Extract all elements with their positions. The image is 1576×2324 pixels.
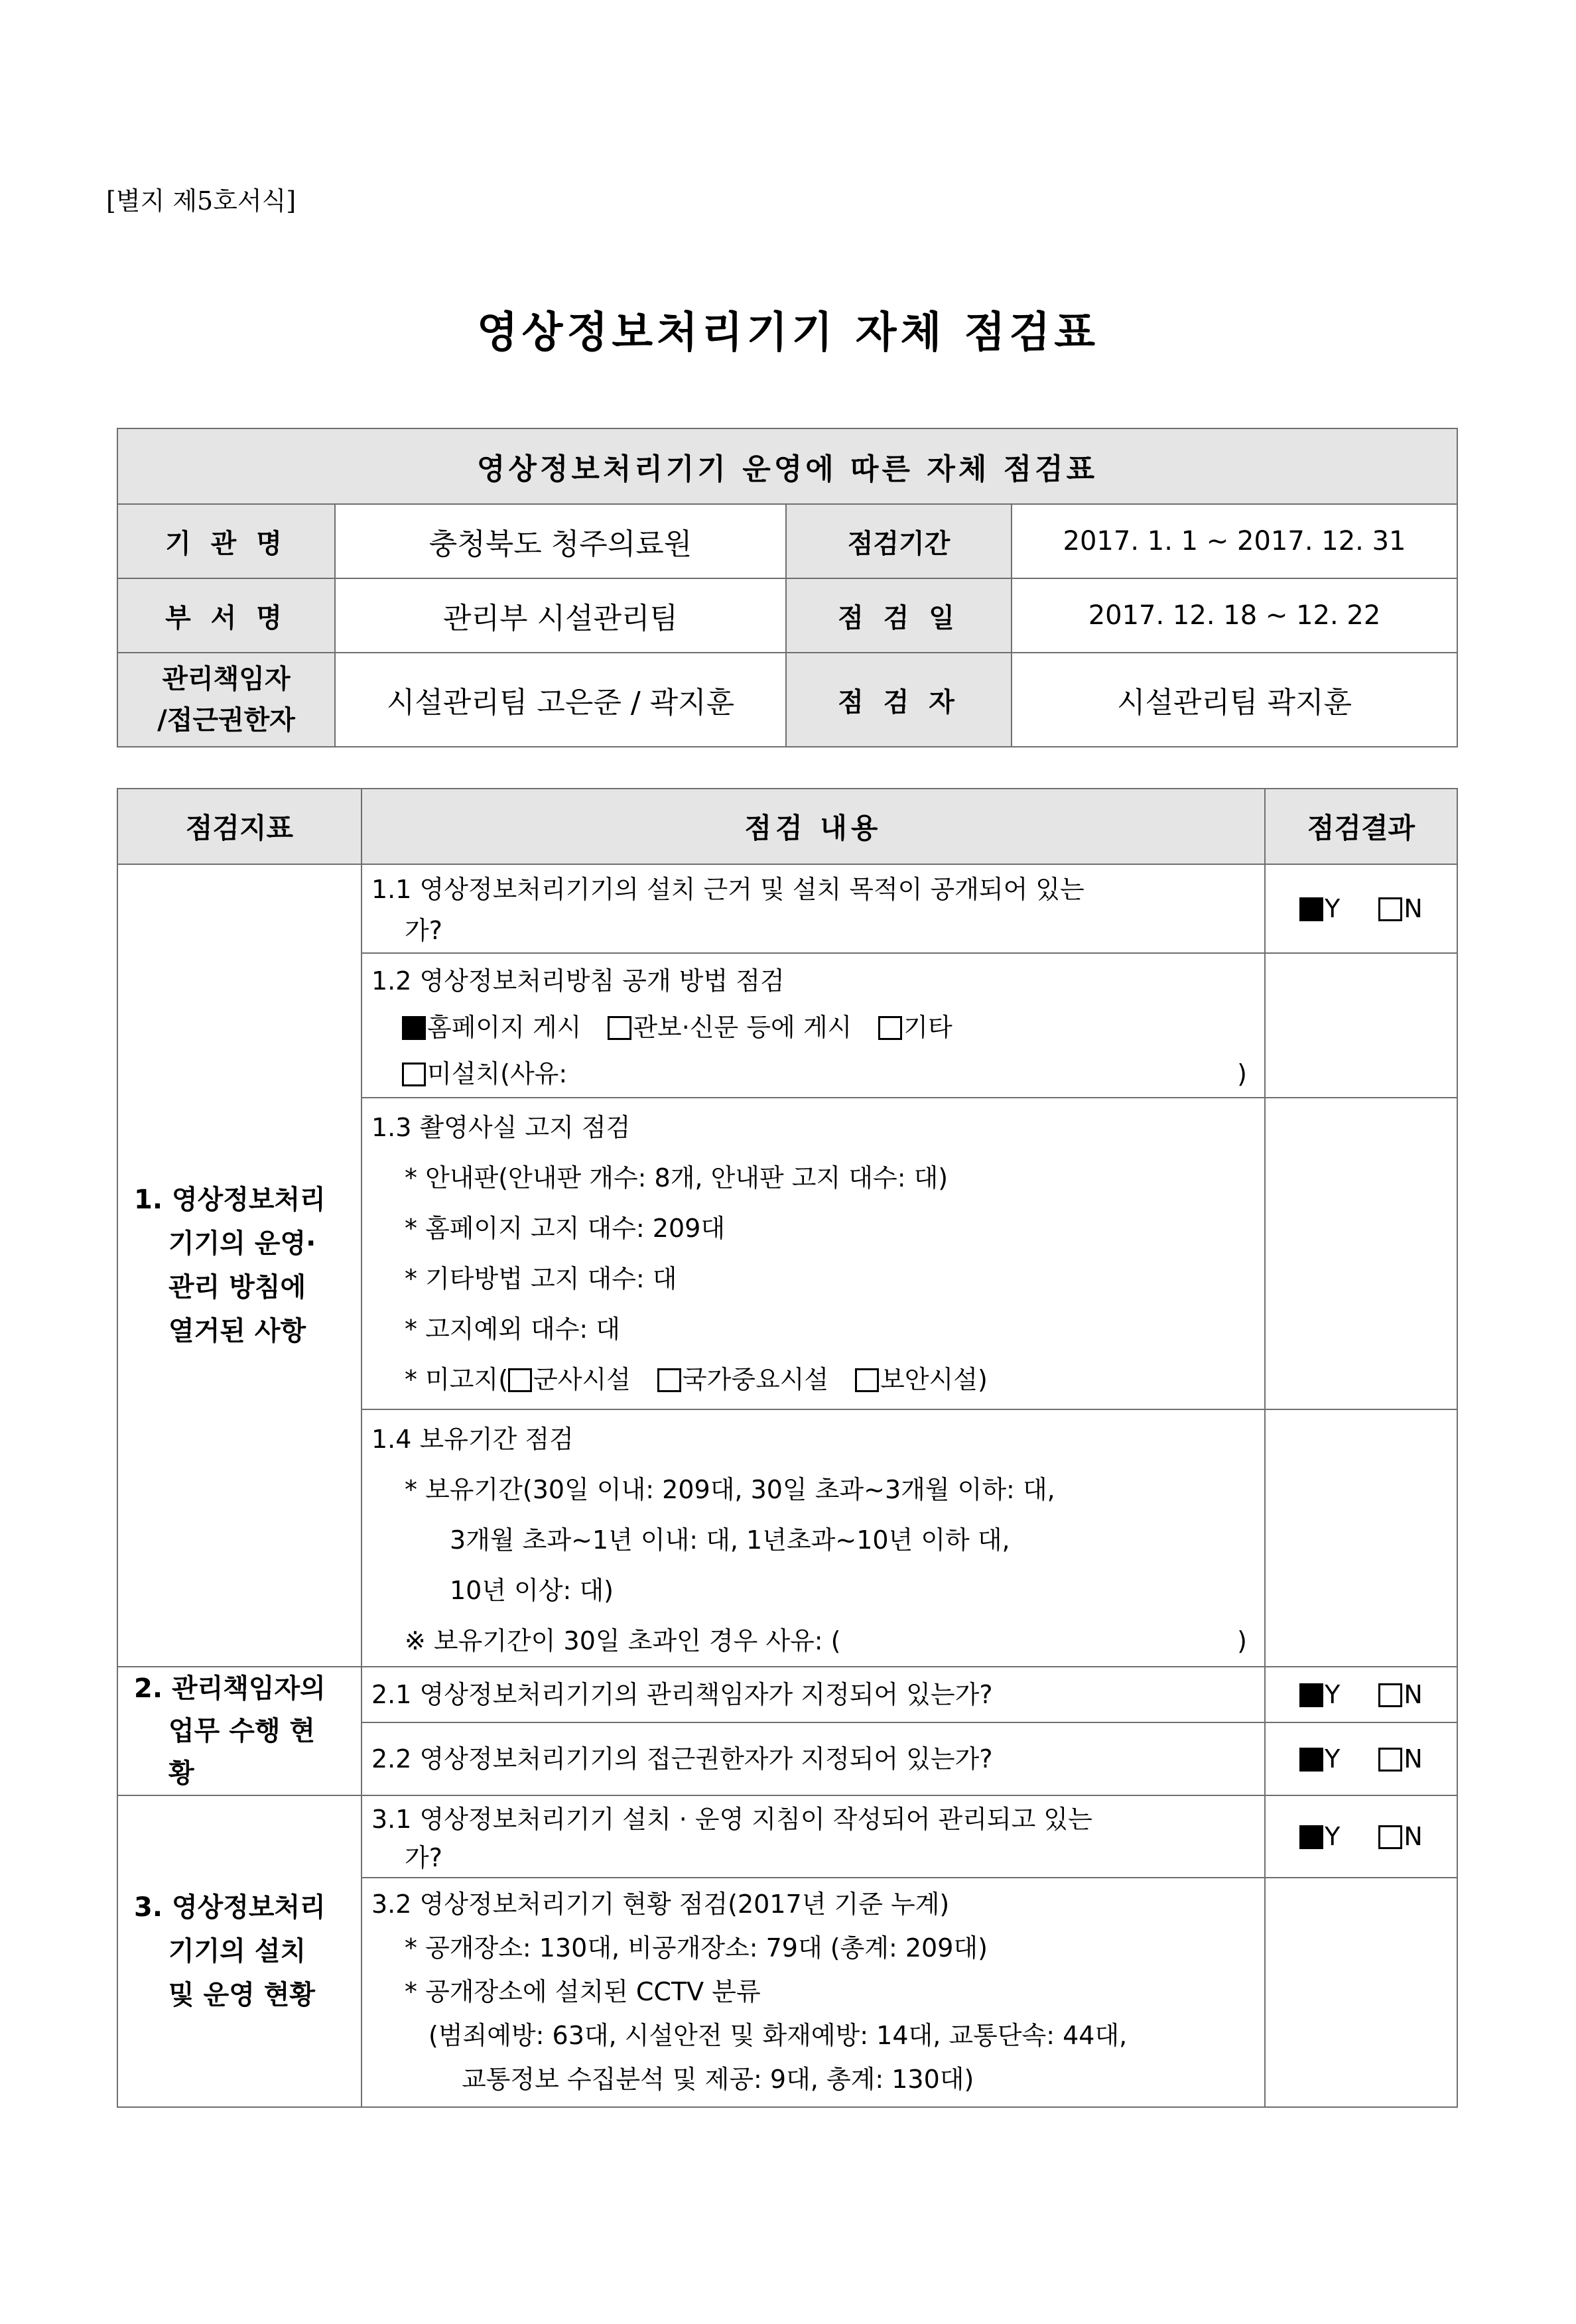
yes-checkbox-checked[interactable] (1299, 897, 1323, 921)
item-1-4-line1: 1.4 보유기간 점검 (371, 1425, 574, 1454)
opt-other-label: 기타 (903, 1013, 952, 1042)
item-1-1-line1: 1.1 영상정보처리기기의 설치 근거 및 설치 목적이 공개되어 있는 (371, 875, 1084, 904)
info-table-heading: 영상정보처리기기 운영에 따른 자체 점검표 (117, 428, 1457, 504)
no-checkbox[interactable] (1378, 1748, 1402, 1772)
item-1-4-line3: 3개월 초과~1년 이내: 대, 1년초과~10년 이하 대, (450, 1525, 1010, 1555)
period-label: 점검기간 (786, 504, 1012, 578)
yes-label: Y (1325, 1679, 1341, 1709)
period-value: 2017. 1. 1 ~ 2017. 12. 31 (1012, 504, 1457, 578)
col-result-header: 점검결과 (1265, 789, 1457, 864)
item-3-2-line4: (범죄예방: 63대, 시설안전 및 화재예방: 14대, 교통단속: 44대, (428, 2021, 1128, 2050)
item-3-1-line2: 가? (405, 1843, 442, 1872)
closing-paren: ) (1237, 1059, 1247, 1088)
category-2-line3: 황 (168, 1758, 194, 1789)
manager-value: 시설관리팀 고은준 / 곽지훈 (335, 653, 786, 747)
yes-checkbox-checked[interactable] (1299, 1825, 1323, 1849)
other-checkbox[interactable] (878, 1016, 902, 1040)
gazette-checkbox[interactable] (608, 1016, 631, 1040)
category-1-line3: 관리 방침에 (168, 1272, 306, 1303)
item-1-3-result (1265, 1098, 1457, 1409)
category-2-line2: 업무 수행 현 (168, 1716, 316, 1746)
item-2-1: 2.1 영상정보처리기기의 관리책임자가 지정되어 있는가? (361, 1667, 1265, 1722)
item-3-1 (361, 1795, 1265, 1878)
item-2-1-result (1265, 1667, 1457, 1722)
item-1-3-line6 (371, 1354, 1255, 1405)
category-1 (117, 864, 361, 1667)
security-facility-checkbox[interactable] (855, 1368, 879, 1392)
not-installed-checkbox[interactable] (402, 1063, 426, 1086)
category-2 (117, 1667, 361, 1795)
yes-checkbox-checked[interactable] (1299, 1748, 1323, 1772)
yes-checkbox-checked[interactable] (1299, 1683, 1323, 1707)
col-indicator-header: 점검지표 (117, 789, 361, 864)
no-label: N (1404, 894, 1423, 923)
no-label: N (1404, 1822, 1423, 1851)
item-1-4 (361, 1409, 1265, 1667)
item-3-2-result (1265, 1878, 1457, 2107)
no-label: N (1404, 1679, 1423, 1709)
manager-label-line2: /접근권한자 (157, 705, 295, 736)
opt-homepage-label: 홈페이지 게시 (427, 1013, 582, 1042)
manager-label (117, 653, 335, 747)
document-title: 영상정보처리기기 자체 점검표 (476, 308, 1100, 357)
category-1-line1: 1. 영상정보처리 (134, 1185, 326, 1215)
item-3-2-line5: 교통정보 수집분석 및 제공: 9대, 총계: 130대) (462, 2065, 974, 2094)
category-1-line4: 열거된 사항 (168, 1316, 306, 1346)
no-checkbox[interactable] (1378, 897, 1402, 921)
opt-security-label: 보안시설) (880, 1365, 988, 1394)
item-1-4-line5 (371, 1616, 1255, 1666)
dept-value: 관리부 시설관리팀 (335, 578, 786, 653)
category-3-line3: 및 운영 현황 (168, 1980, 316, 2010)
dept-label: 부 서 명 (117, 578, 335, 653)
item-1-3-line2: * 안내판(안내판 개수: 8개, 안내판 고지 대수: 대) (405, 1163, 949, 1193)
item-3-1-result (1265, 1795, 1457, 1878)
item-1-4-result (1265, 1409, 1457, 1667)
item-2-2-result (1265, 1722, 1457, 1795)
item-1-4-line4: 10년 이상: 대) (450, 1576, 614, 1605)
opt-national-label: 국가중요시설 (682, 1365, 829, 1394)
item-1-3-line3: * 홈페이지 고지 대수: 209대 (405, 1214, 726, 1243)
yes-label: Y (1325, 1822, 1341, 1851)
military-checkbox[interactable] (508, 1368, 532, 1392)
opt-not-installed-label: 미설치(사유: (427, 1059, 568, 1088)
opt-gazette-label: 관보·신문 등에 게시 (633, 1013, 852, 1042)
item-1-2-line1: 1.2 영상정보처리방침 공개 방법 점검 (371, 966, 785, 996)
no-label: N (1404, 1744, 1423, 1774)
national-facility-checkbox[interactable] (657, 1368, 681, 1392)
item-1-3-line1: 1.3 촬영사실 고지 점검 (371, 1113, 631, 1142)
no-checkbox[interactable] (1378, 1683, 1402, 1707)
item-3-2 (361, 1878, 1265, 2107)
category-3-line1: 3. 영상정보처리 (134, 1892, 326, 1923)
item-1-2-none-line (371, 1051, 1255, 1097)
item-2-2: 2.2 영상정보처리기기의 접근권한자가 지정되어 있는가? (361, 1722, 1265, 1795)
unnotified-prefix: * 미고지( (405, 1365, 509, 1394)
homepage-checkbox-checked[interactable] (402, 1016, 426, 1040)
item-1-3-line4: * 기타방법 고지 대수: 대 (405, 1264, 677, 1293)
category-3-line2: 기기의 설치 (168, 1936, 306, 1967)
item-3-2-line2: * 공개장소: 130대, 비공개장소: 79대 (총계: 209대) (405, 1933, 988, 1963)
no-checkbox[interactable] (1378, 1825, 1402, 1849)
yes-label: Y (1325, 894, 1341, 923)
item-1-1-line2: 가? (405, 916, 442, 945)
opt-military-label: 군사시설 (533, 1365, 631, 1394)
checklist-table (117, 788, 1458, 2108)
org-value: 충청북도 청주의료원 (335, 504, 786, 578)
item-1-1 (361, 864, 1265, 953)
manager-label-line1: 관리책임자 (162, 664, 291, 694)
item-1-3 (361, 1098, 1265, 1409)
item-1-2-options (371, 1004, 1255, 1051)
item-1-3-line5: * 고지예외 대수: 대 (405, 1315, 620, 1344)
item-1-4-line2: * 보유기간(30일 이내: 209대, 30일 초과~3개월 이하: 대, (405, 1475, 1055, 1504)
item-1-1-result (1265, 864, 1457, 953)
date-label: 점 검 일 (786, 578, 1012, 653)
col-content-header: 점검 내용 (361, 789, 1265, 864)
category-3 (117, 1795, 361, 2107)
org-label: 기 관 명 (117, 504, 335, 578)
category-1-line2: 기기의 운영· (168, 1228, 316, 1259)
category-2-line1: 2. 관리책임자의 (134, 1673, 326, 1704)
yes-label: Y (1325, 1744, 1341, 1774)
item-3-1-line1: 3.1 영상정보처리기기 설치 · 운영 지침이 작성되어 관리되고 있는 (371, 1805, 1092, 1834)
item-3-2-line3: * 공개장소에 설치된 CCTV 분류 (405, 1977, 761, 2006)
item-1-2 (361, 953, 1265, 1098)
item-3-2-line1: 3.2 영상정보처리기기 현황 점검(2017년 기준 누계) (371, 1890, 950, 1919)
form-number-label: [별지 제5호서식] (106, 186, 296, 216)
retention-reason-label: ※ 보유기간이 30일 초과인 경우 사유: ( (405, 1626, 841, 1655)
item-1-2-result (1265, 953, 1457, 1098)
date-value: 2017. 12. 18 ~ 12. 22 (1012, 578, 1457, 653)
info-table (117, 428, 1458, 747)
inspector-value: 시설관리팀 곽지훈 (1012, 653, 1457, 747)
inspector-label: 점 검 자 (786, 653, 1012, 747)
closing-paren: ) (1237, 1626, 1247, 1655)
